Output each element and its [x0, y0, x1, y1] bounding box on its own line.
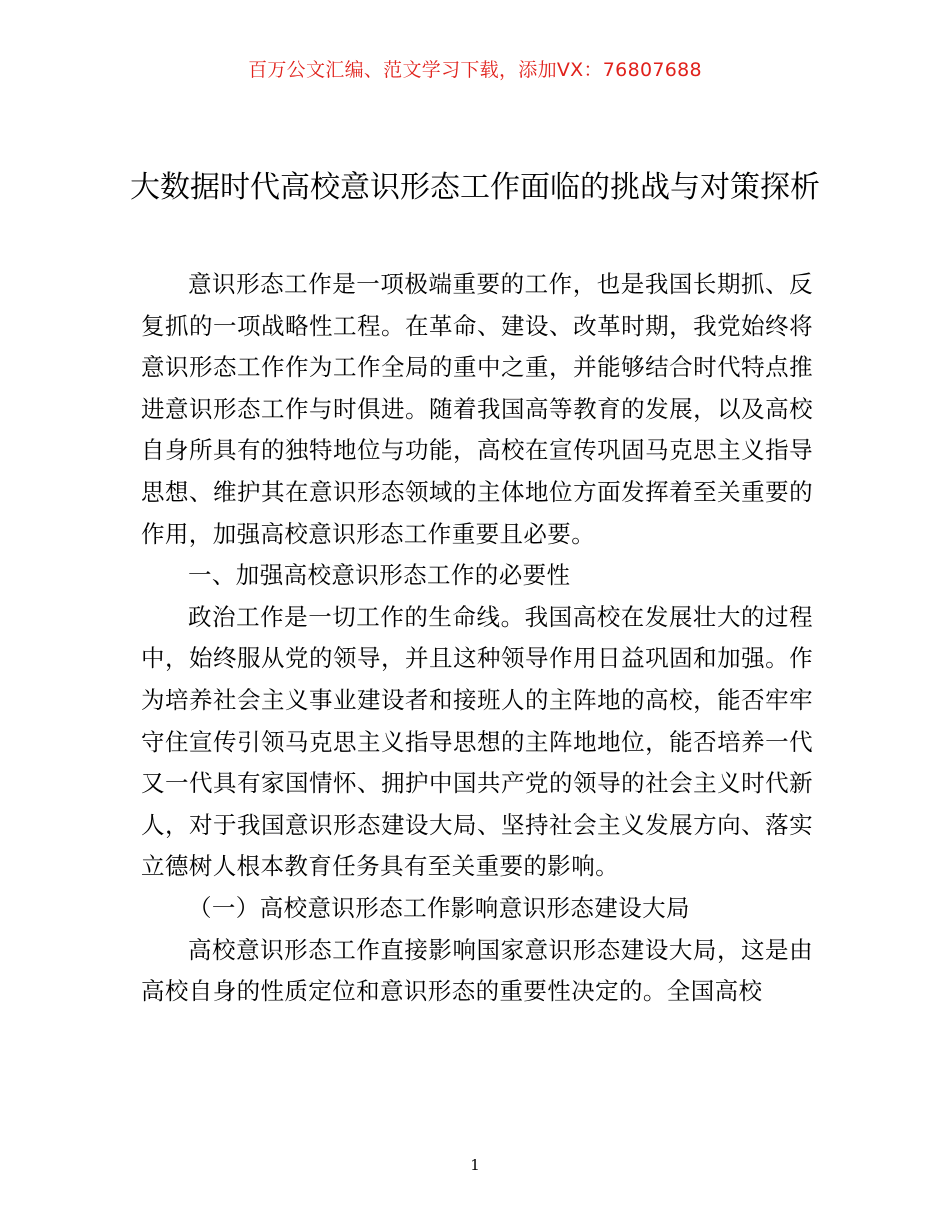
document-title: 大数据时代高校意识形态工作面临的挑战与对策探析 [130, 170, 820, 205]
subsection-1-paragraph: 高校意识形态工作直接影响国家意识形态建设大局，这是由高校自身的性质定位和意识形态的重要性决定的。全国高校 [141, 935, 813, 1006]
subsection-heading-1: （一）高校意识形态工作影响意识形态建设大局 [188, 893, 690, 922]
section-1-paragraph: 政治工作是一切工作的生命线。我国高校在发展壮大的过程中，始终服从党的领导，并且这种领导作用日益巩固和加强。作为培养社会主义事业建设者和接班人的主阵地的高校，能否牢牢守住宣传引领马克思主义指导思想的主阵地地位，能否培养一代又一代具有家国情怀、拥护中国共产党的领导的社会主义时代新人，对于我国意识形态建设大局、坚持社会主义发展方向、落实立德树人根本教育任务具有至关重要的影响。 [141, 602, 813, 881]
intro-paragraph: 意识形态工作是一项极端重要的工作，也是我国长期抓、反复抓的一项战略性工程。在革命、建设、改革时期，我党始终将意识形态工作作为工作全局的重中之重，并能够结合时代特点推进意识形态工作与时俱进。随着我国高等教育的发展，以及高校自身所具有的独特地位与功能，高校在宣传巩固马克思主义指导思想、维护其在意识形态领域的主体地位方面发挥着至关重要的作用，加强高校意识形态工作重要且必要。 [141, 270, 813, 548]
section-heading-1: 一、加强高校意识形态工作的必要性 [188, 561, 571, 590]
page-number: 1 [470, 1156, 480, 1174]
header-watermark-note: 百万公文汇编、范文学习下载，添加VX：76807688 [248, 59, 702, 81]
document-body [141, 264, 813, 1013]
